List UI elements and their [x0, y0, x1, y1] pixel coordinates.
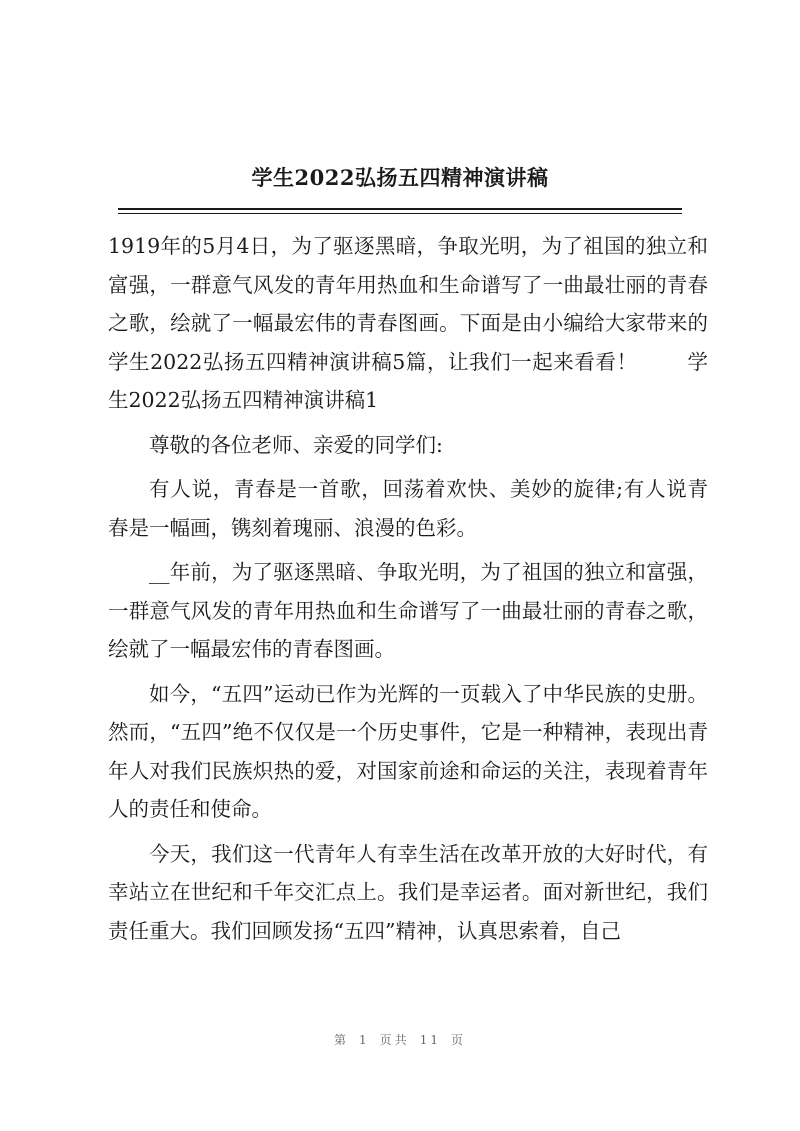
footer-suffix: 页 [450, 1033, 466, 1047]
footer-total-pages: 11 [419, 1033, 441, 1047]
title-divider-thin [118, 213, 682, 214]
page-footer [0, 1031, 800, 1048]
document-body [108, 227, 708, 950]
section-heading: 学生2022弘扬五四精神演讲稿1 [108, 349, 708, 412]
footer-page-number: 1 [359, 1033, 370, 1047]
title-divider [118, 208, 682, 210]
intro-text: 1919年的5月4日，为了驱逐黑暗，争取光明，为了祖国的独立和富强，一群意气风发的青年用热血和生命谱写了一曲最壮丽的青春之歌，绘就了一幅最宏伟的青春图画。下面是由小编给大家带来的学生2022弘扬五四精神演讲稿5篇，让我们一起来看看！ [108, 234, 708, 374]
intro-paragraph [108, 227, 708, 420]
page-title: 学生2022弘扬五四精神演讲稿 [251, 165, 549, 190]
footer-middle: 页共 [379, 1033, 410, 1047]
footer-prefix: 第 [334, 1033, 350, 1047]
paragraph-1: 有人说，青春是一首歌，回荡着欢快、美妙的旋律;有人说青春是一幅画，镌刻着瑰丽、浪漫的色彩。 [108, 477, 708, 540]
paragraph-4: 今天，我们这一代青年人有幸生活在改革开放的大好时代，有幸站立在世纪和千年交汇点上。我们是幸运者。面对新世纪，我们责任重大。我们回顾发扬“五四”精神，认真思索着，自己 [108, 841, 708, 943]
paragraph-3: 如今，“五四”运动已作为光辉的一页载入了中华民族的史册。然而，“五四”绝不仅仅是一个历史事件，它是一种精神，表现出青年人对我们民族炽热的爱，对国家前途和命运的关注，表现着青年人的责任和使命。 [108, 681, 708, 821]
paragraph-salutation: 尊敬的各位老师、亲爱的同学们: [149, 432, 443, 457]
paragraph-2: __年前，为了驱逐黑暗、争取光明，为了祖国的独立和富强，一群意气风发的青年用热血和生命谱写了一曲最壮丽的青春之歌，绘就了一幅最宏伟的青春图画。 [108, 560, 708, 661]
